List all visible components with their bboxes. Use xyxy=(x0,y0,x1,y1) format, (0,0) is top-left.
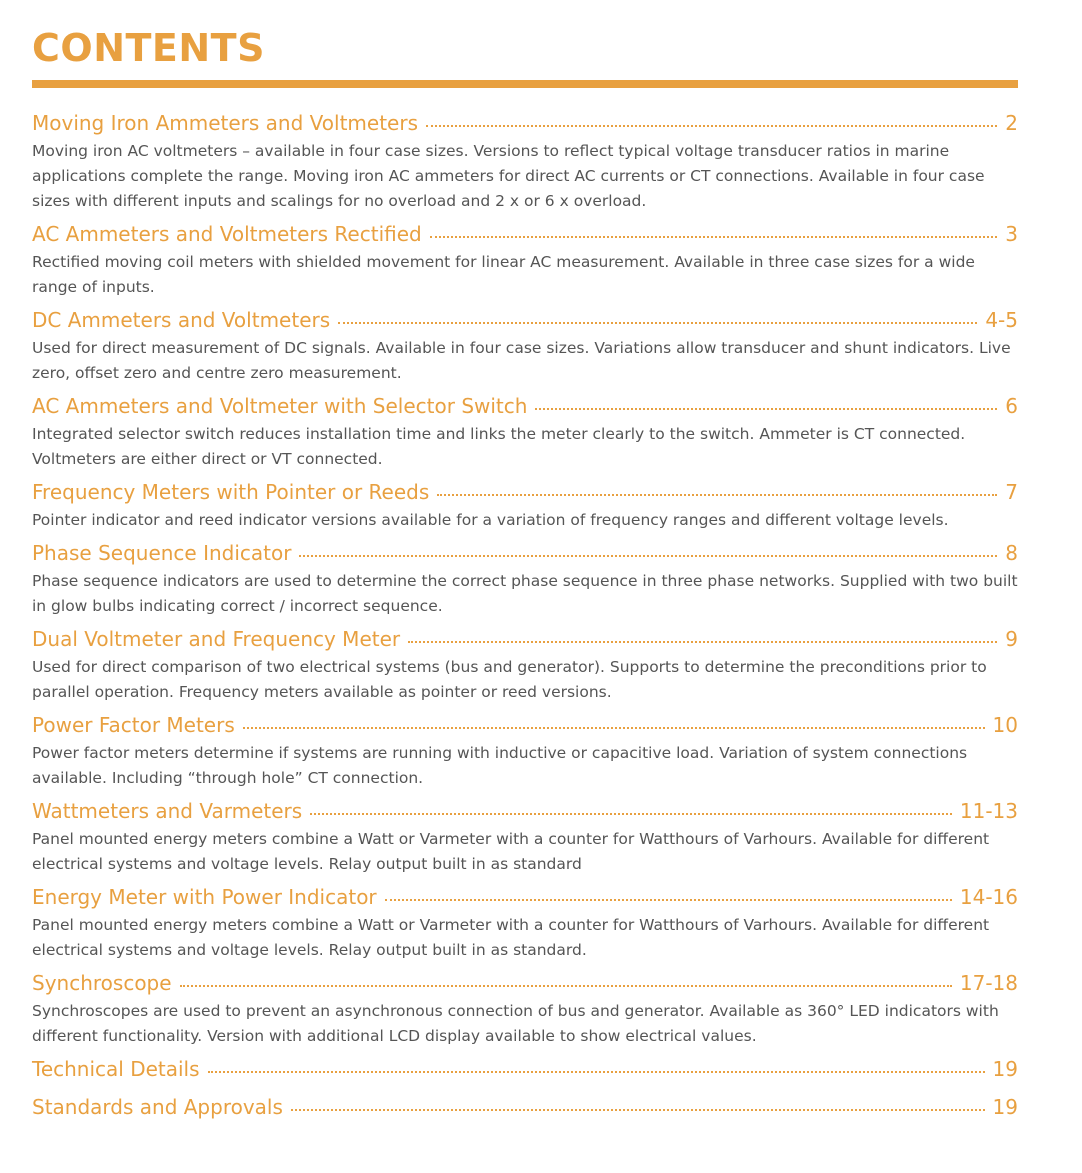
toc-entry-description: Rectified moving coil meters with shielded movement for linear AC measurement. Available in three case sizes for a wide range of inputs. xyxy=(32,253,975,296)
toc-entry-heading-row[interactable] xyxy=(32,885,1018,915)
toc-entry[interactable] xyxy=(32,627,1018,705)
toc-entry[interactable] xyxy=(32,885,1018,963)
dot-leader xyxy=(180,985,952,987)
toc-entry-title[interactable]: Technical Details xyxy=(32,1057,200,1081)
toc-entry-page[interactable]: 10 xyxy=(992,713,1018,737)
toc-entry[interactable] xyxy=(32,222,1018,300)
toc-entry-description: Panel mounted energy meters combine a Watt or Varmeter with a counter for Watthours of Varhours. Available for different electrical systems and voltage levels. Relay output built in as standard xyxy=(32,830,990,873)
dot-leader xyxy=(310,813,952,815)
toc-entry-heading-row[interactable] xyxy=(32,799,1018,829)
toc-entry-title[interactable]: AC Ammeters and Voltmeters Rectified xyxy=(32,222,422,246)
toc-entry-title[interactable]: Power Factor Meters xyxy=(32,713,235,737)
toc-entry-page[interactable]: 7 xyxy=(1005,480,1018,504)
toc-entry-description: Used for direct measurement of DC signals. Available in four case sizes. Variations allow transducer and shunt indicators. Live zero, offset zero and centre zero measurement. xyxy=(32,339,1011,382)
toc-entry-page[interactable]: 9 xyxy=(1005,627,1018,651)
toc-entry-page[interactable]: 3 xyxy=(1005,222,1018,246)
toc-entry-title[interactable]: AC Ammeters and Voltmeter with Selector Switch xyxy=(32,394,528,418)
toc-entry-page[interactable]: 11-13 xyxy=(959,799,1018,823)
toc-entry-title[interactable]: Phase Sequence Indicator xyxy=(32,541,292,565)
toc-entry-heading-row[interactable] xyxy=(32,222,1018,252)
toc-entry-description: Synchroscopes are used to prevent an asynchronous connection of bus and generator. Available as 360° LED indicators with different functionality. Version with additional LCD display available to show electrical values. xyxy=(32,1002,999,1045)
toc-entry[interactable] xyxy=(32,1095,1018,1125)
toc-entry-title[interactable]: Frequency Meters with Pointer or Reeds xyxy=(32,480,430,504)
toc-entry-title[interactable]: Standards and Approvals xyxy=(32,1095,283,1119)
toc-entry-description: Pointer indicator and reed indicator versions available for a variation of frequency ranges and different voltage levels. xyxy=(32,511,949,529)
toc-entry[interactable] xyxy=(32,1057,1018,1087)
toc-entry-description: Moving iron AC voltmeters – available in four case sizes. Versions to reflect typical voltage transducer ratios in marine applications complete the range. Moving iron AC ammeters for direct AC currents or CT connections. Available in four case sizes with different inputs and scalings for no overload and 2 x or 6 x overload. xyxy=(32,142,985,210)
dot-leader xyxy=(426,125,997,127)
toc-entry-heading-row[interactable] xyxy=(32,1095,1018,1125)
toc-entry-heading-row[interactable] xyxy=(32,971,1018,1001)
toc-entry[interactable] xyxy=(32,308,1018,386)
toc-entry[interactable] xyxy=(32,541,1018,619)
dot-leader xyxy=(299,555,997,557)
toc-entry-page[interactable]: 17-18 xyxy=(959,971,1018,995)
dot-leader xyxy=(208,1071,985,1073)
toc-entry-page[interactable]: 2 xyxy=(1005,111,1018,135)
toc-entry-heading-row[interactable] xyxy=(32,308,1018,338)
toc-entry[interactable] xyxy=(32,111,1018,214)
toc-entry-description: Power factor meters determine if systems are running with inductive or capacitive load. Variation of system connections available. Including “through hole” CT connection. xyxy=(32,744,968,787)
toc-entry-heading-row[interactable] xyxy=(32,394,1018,424)
toc-entry-heading-row[interactable] xyxy=(32,627,1018,657)
toc-entry-title[interactable]: Synchroscope xyxy=(32,971,172,995)
title-divider xyxy=(32,80,1018,88)
dot-leader xyxy=(437,494,997,496)
toc-entry[interactable] xyxy=(32,713,1018,791)
toc-entry-heading-row[interactable] xyxy=(32,541,1018,571)
toc-entry[interactable] xyxy=(32,394,1018,472)
toc-entry-page[interactable]: 14-16 xyxy=(959,885,1018,909)
dot-leader xyxy=(408,641,997,643)
toc-entry[interactable] xyxy=(32,971,1018,1049)
toc-entry-heading-row[interactable] xyxy=(32,480,1018,510)
toc-entry-heading-row[interactable] xyxy=(32,713,1018,743)
toc-entry-description: Used for direct comparison of two electrical systems (bus and generator). Supports to determine the preconditions prior to parallel operation. Frequency meters available as pointer or reed versions. xyxy=(32,658,987,701)
toc-entry-title[interactable]: DC Ammeters and Voltmeters xyxy=(32,308,331,332)
toc-entry-description: Integrated selector switch reduces installation time and links the meter clearly to the switch. Ammeter is CT connected. Voltmeters are either direct or VT connected. xyxy=(32,425,966,468)
toc-entry-page[interactable]: 4-5 xyxy=(985,308,1018,332)
contents-list xyxy=(32,111,1018,1125)
dot-leader xyxy=(291,1109,985,1111)
toc-entry-description: Panel mounted energy meters combine a Watt or Varmeter with a counter for Watthours of Varhours. Available for different electrical systems and voltage levels. Relay output built in as standard. xyxy=(32,916,990,959)
dot-leader xyxy=(385,899,952,901)
dot-leader xyxy=(535,408,997,410)
toc-entry-title[interactable]: Energy Meter with Power Indicator xyxy=(32,885,377,909)
toc-entry-page[interactable]: 19 xyxy=(992,1057,1018,1081)
toc-entry-heading-row[interactable] xyxy=(32,111,1018,141)
toc-entry-page[interactable]: 6 xyxy=(1005,394,1018,418)
toc-entry-description: Phase sequence indicators are used to determine the correct phase sequence in three phase networks. Supplied with two built in glow bulbs indicating correct / incorrect sequence. xyxy=(32,572,1018,615)
toc-entry-heading-row[interactable] xyxy=(32,1057,1018,1087)
dot-leader xyxy=(430,236,998,238)
toc-entry-title[interactable]: Wattmeters and Varmeters xyxy=(32,799,303,823)
page-title: CONTENTS xyxy=(32,26,265,70)
dot-leader xyxy=(338,322,977,324)
dot-leader xyxy=(243,727,985,729)
toc-entry-title[interactable]: Moving Iron Ammeters and Voltmeters xyxy=(32,111,418,135)
toc-entry-page[interactable]: 19 xyxy=(992,1095,1018,1119)
toc-entry[interactable] xyxy=(32,799,1018,877)
toc-entry-page[interactable]: 8 xyxy=(1005,541,1018,565)
toc-entry[interactable] xyxy=(32,480,1018,533)
toc-entry-title[interactable]: Dual Voltmeter and Frequency Meter xyxy=(32,627,401,651)
